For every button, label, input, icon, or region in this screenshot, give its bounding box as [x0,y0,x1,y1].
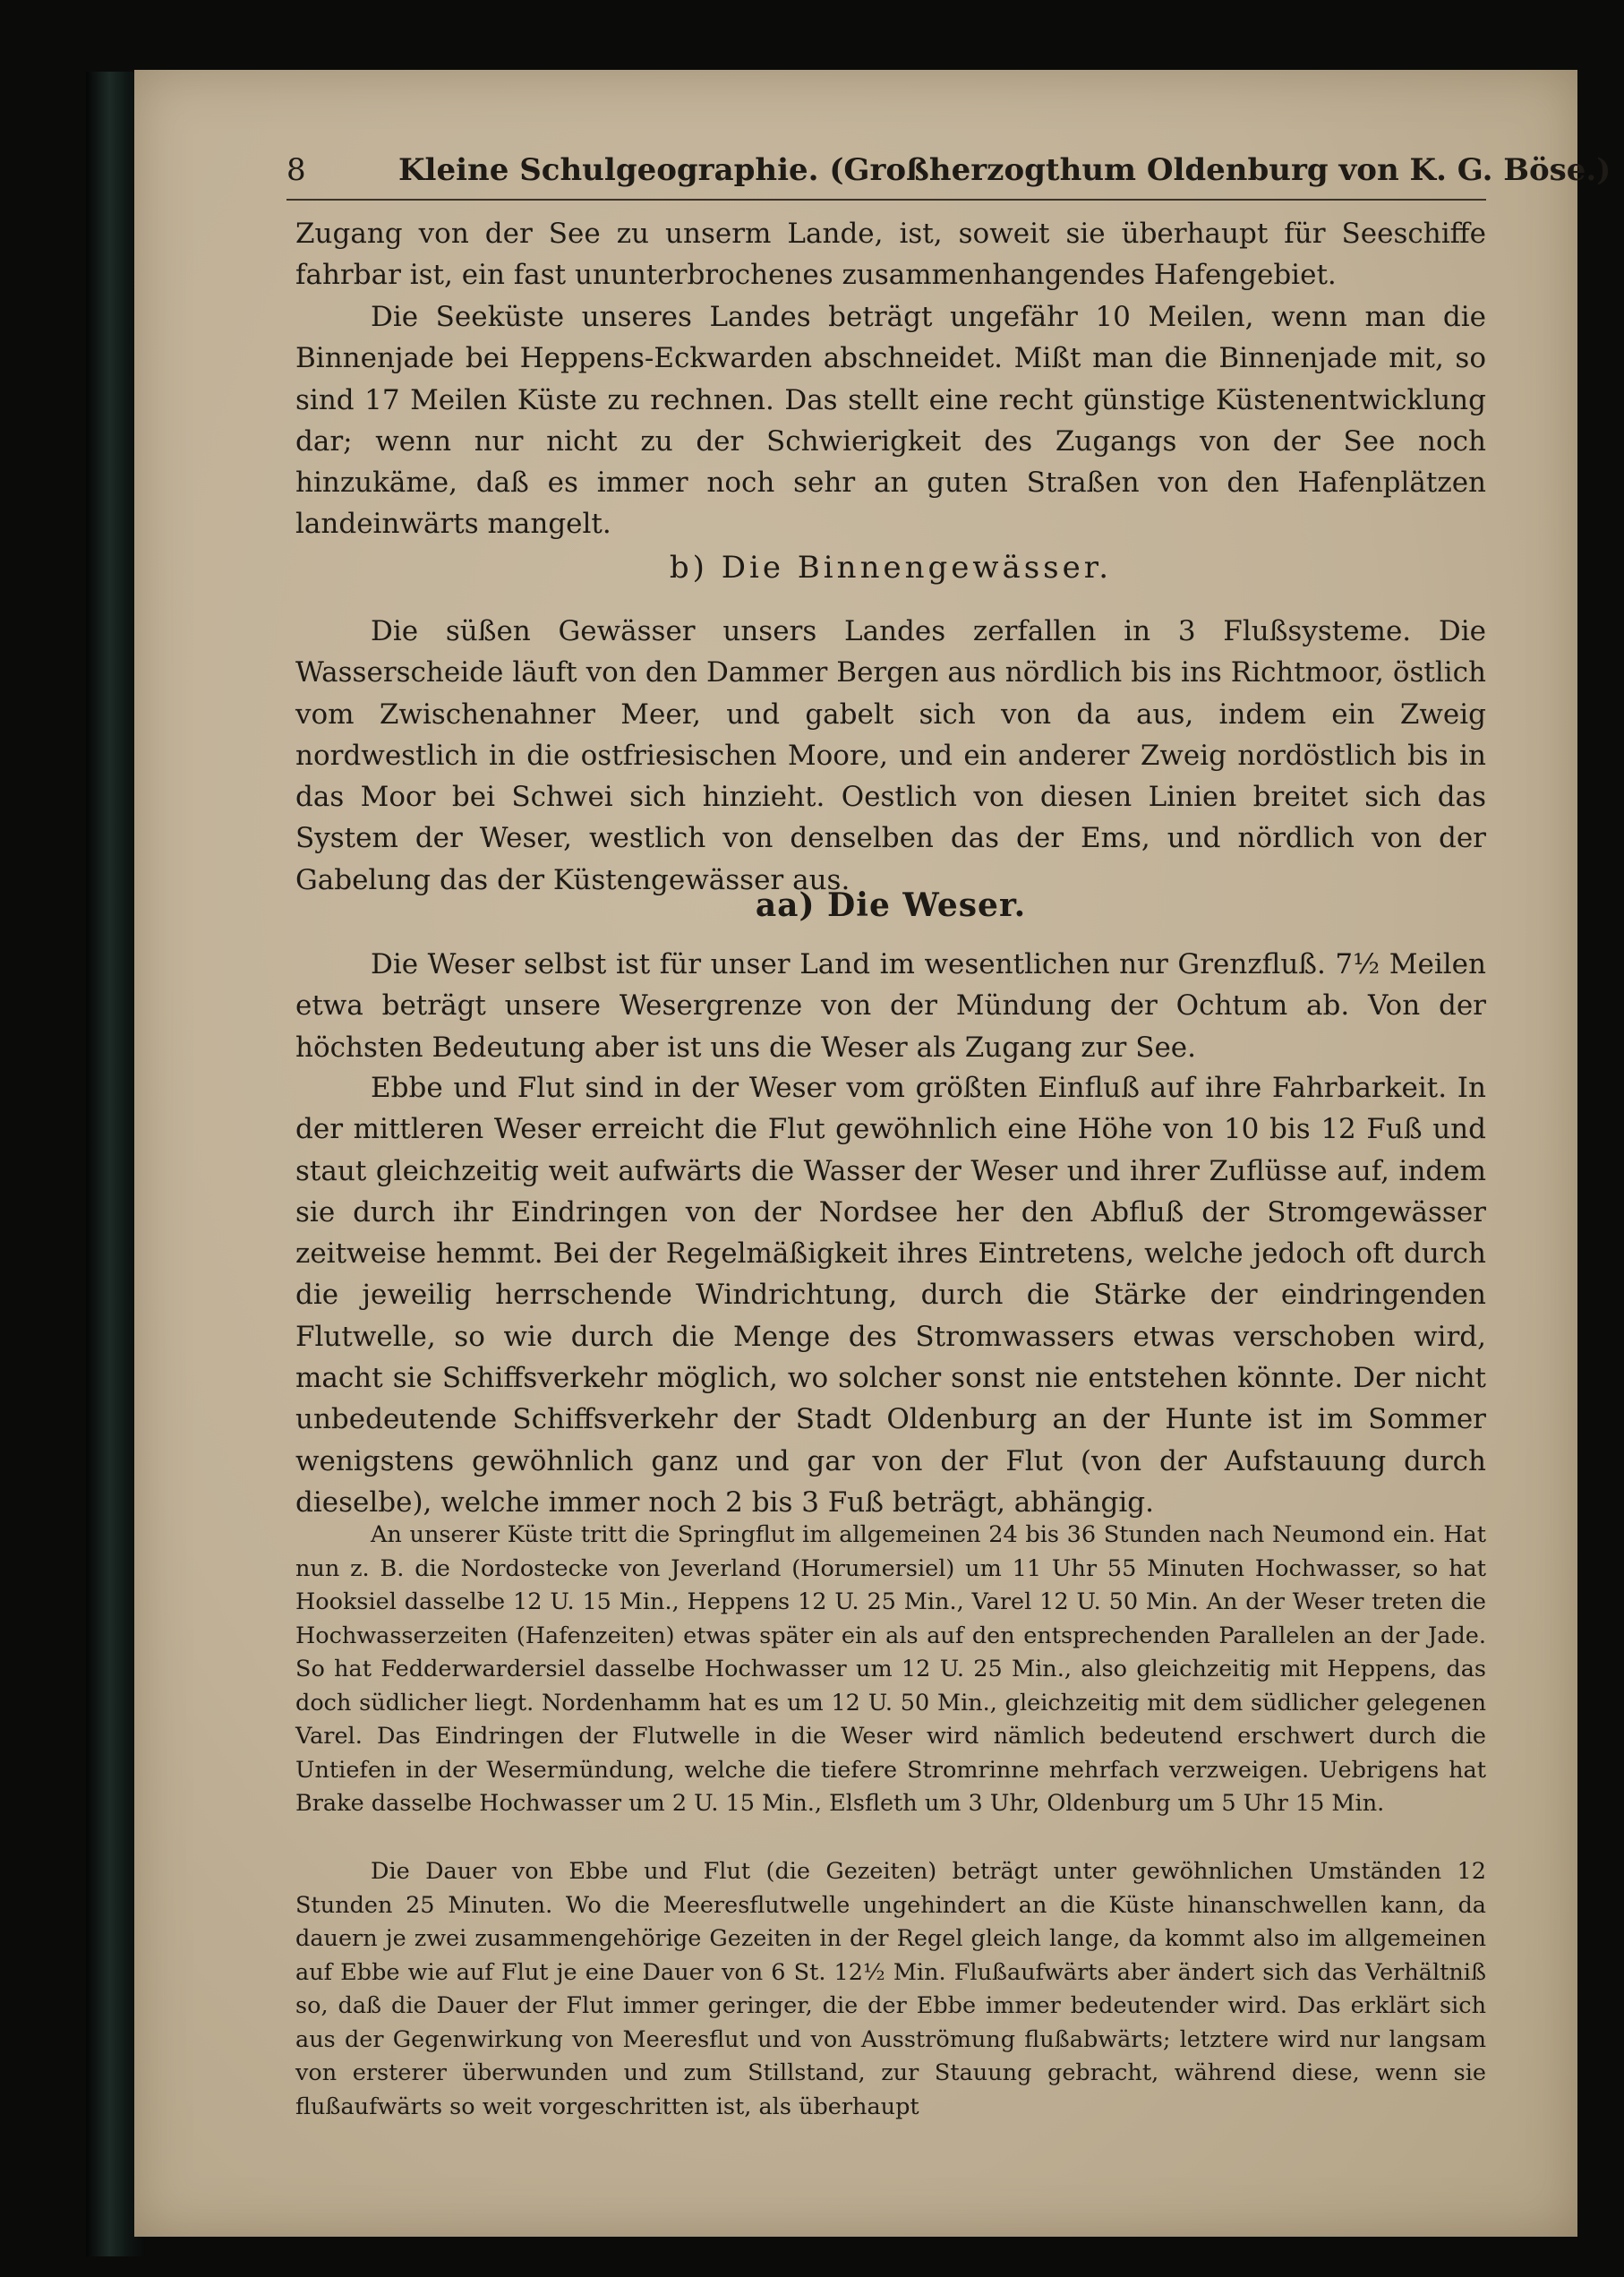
paragraph-inland-waters: Die süßen Gewässer unsers Landes zerfallen in 3 Flußsysteme. Die Wasserscheide läuft von den Dammer Bergen aus nördlich bis ins Richtmoor, östlich vom Zwischenahner Meer, und gabelt sich von da aus, indem ein Zweig nordwestlich in die ostfriesischen Moore, und ein anderer Zweig nordöstlich bis in das Moor bei Schwei sich hinzieht. Oestlich von diesen Linien breitet sich das System der Weser, westlich von denselben das der Ems, und nördlich von der Gabelung das der Küstengewässer aus. [295,615,1486,896]
page-content [161,0,1611,2277]
paragraph-weser-border: Die Weser selbst ist für unser Land im wesentlichen nur Grenzfluß. 7½ Meilen etwa beträgt unsere Wesergrenze von der Mündung der Ochtum ab. Von der höchsten Bedeutung aber ist uns die Weser als Zugang zur See. [295,948,1486,1064]
section-heading-binnengewaesser: b) Die Binnengewässer. [669,550,1113,586]
paragraph-coast: Die Seeküste unseres Landes beträgt ungefähr 10 Meilen, wenn man die Binnenjade bei Heppens-Eckwarden abschneidet. Mißt man die Binnenjade mit, so sind 17 Meilen Küste zu rechnen. Das stellt eine recht günstige Küstenentwicklung dar; wenn nur nicht zu der Schwierigkeit des Zugangs von der See noch hinzukäme, daß es immer noch sehr an guten Straßen von den Hafenplätzen landeinwärts mangelt. [295,301,1486,541]
section-heading-weser: aa) Die Weser. [755,886,1027,924]
paragraph-continuation: Zugang von der See zu unserm Lande, ist, soweit sie überhaupt für Seeschiffe fahrbar ist, ein fast ununterbrochenes zusammenhangendes Hafengebiet. [295,218,1486,292]
paragraph-gezeiten: Die Dauer von Ebbe und Flut (die Gezeiten) beträgt unter gewöhnlichen Umständen 12 Stunden 25 Minuten. Wo die Meeresflutwelle ungehindert an die Küste hinanschwellen kann, da dauern je zwei zusammengehörige Gezeiten in der Regel gleich lange, da kommt also im allgemeinen auf Ebbe wie auf Flut je eine Dauer von 6 St. 12½ Min. Flußaufwärts aber ändert sich das Verhältniß so, daß die Dauer der Flut immer geringer, die der Ebbe immer bedeutender wird. Das erklärt sich aus der Gegenwirkung von Meeresflut und von Ausströmung flußabwärts; letztere wird nur langsam von ersterer überwunden und zum Stillstand, zur Stauung gebracht, während diese, wenn sie flußaufwärts so weit vorgeschritten ist, als überhaupt [295,1858,1486,2120]
running-title: Kleine Schulgeographie. (Großherzogthum Oldenburg von K. G. Böse.) [398,152,1611,188]
paragraph-tides: Ebbe und Flut sind in der Weser vom größten Einfluß auf ihre Fahrbarkeit. In der mittleren Weser erreicht die Flut gewöhnlich eine Höhe von 10 bis 12 Fuß und staut gleichzeitig weit aufwärts die Wasser der Weser und ihrer Zuflüsse auf, indem sie durch ihr Eindringen von der Nordsee her den Abfluß der Stromgewässer zeitweise hemmt. Bei der Regelmäßigkeit ihres Eintretens, welche jedoch oft durch die jeweilig herrschende Windrichtung, durch die Stärke der eindringenden Flutwelle, so wie durch die Menge des Stromwassers etwas verschoben wird, macht sie Schiffsverkehr möglich, wo solcher sonst nie entstehen könnte. Der nicht unbedeutende Schiffsverkehr der Stadt Oldenburg an der Hunte ist im Sommer wenigstens gewöhnlich ganz und gar von der Flut (von der Aufstauung durch dieselbe), welche immer noch 2 bis 3 Fuß beträgt, abhängig. [295,1072,1486,1519]
page-number: 8 [286,152,306,188]
header-rule [286,199,1486,201]
page-header [286,150,1611,192]
paragraph-springflut: An unserer Küste tritt die Springflut im allgemeinen 24 bis 36 Stunden nach Neumond ein. Hat nun z. B. die Nordostecke von Jeverland (Horumersiel) um 11 Uhr 55 Minuten Hochwasser, so hat Hooksiel dasselbe 12 U. 15 Min., Heppens 12 U. 25 Min., Varel 12 U. 50 Min. An der Weser treten die Hochwasserzeiten (Hafenzeiten) etwas später ein als auf den entsprechenden Parallelen an der Jade. So hat Fedderwardersiel dasselbe Hochwasser um 12 U. 25 Min., also gleichzeitig mit Heppens, das doch südlicher liegt. Nordenhamm hat es um 12 U. 50 Min., gleichzeitig mit dem südlicher gelegenen Varel. Das Eindringen der Flutwelle in die Weser wird nämlich bedeutend erschwert durch die Untiefen in der Wesermündung, welche die tiefere Stromrinne mehrfach verzweigen. Uebrigens hat Brake dasselbe Hochwasser um 2 U. 15 Min., Elsfleth um 3 Uhr, Oldenburg um 5 Uhr 15 Min. [295,1521,1486,1817]
